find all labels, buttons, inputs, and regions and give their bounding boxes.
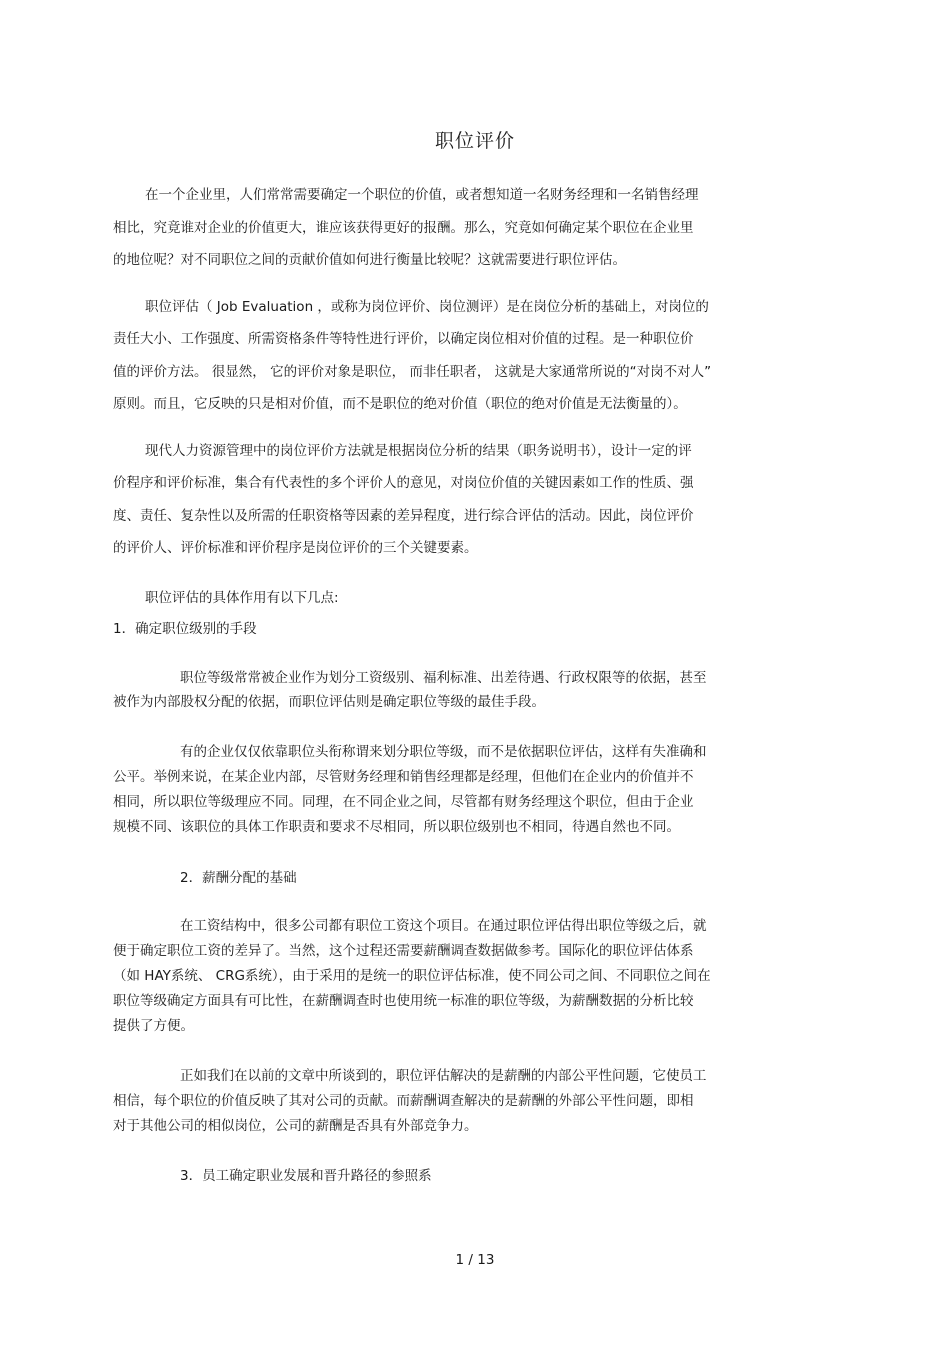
paragraph-line: 在一个企业里，人们常常需要确定一个职位的价值，或者想知道一名财务经理和一名销售经理 (145, 187, 699, 203)
paragraph-line: 职位等级确定方面具有可比性，在薪酬调查时也使用统一标准的职位等级，为薪酬数据的分析比较 (113, 993, 694, 1009)
paragraph-line: 责任大小、工作强度、所需资格条件等特性进行评价，以确定岗位相对价值的过程。是一种职位价 (113, 331, 694, 347)
paragraph-line: 职位评估（ Job Evaluation ，或称为岗位评价、岗位测评）是在岗位分析的基础上，对岗位的 (145, 299, 709, 315)
page-number: 1 / 13 (455, 1252, 495, 1268)
paragraph-line: 公平。举例来说，在某企业内部，尽管财务经理和销售经理都是经理，但他们在企业内的价值并不 (113, 769, 694, 785)
paragraph-line: 相同，所以职位等级理应不同。同理，在不同企业之间，尽管都有财务经理这个职位，但由于企业 (113, 794, 694, 810)
paragraph-line: 的地位呢？对不同职位之间的贡献价值如何进行衡量比较呢？这就需要进行职位评估。 (113, 252, 626, 268)
paragraph-line: 对于其他公司的相似岗位，公司的薪酬是否具有外部竞争力。 (113, 1118, 478, 1134)
paragraph-line: 的评价人、评价标准和评价程序是岗位评价的三个关键要素。 (113, 540, 478, 556)
section-heading: 1．确定职位级别的手段 (113, 621, 257, 637)
paragraph-line: 职位评估的具体作用有以下几点: (145, 590, 339, 606)
paragraph-line: 有的企业仅仅依靠职位头衔称谓来划分职位等级，而不是依据职位评估，这样有失准确和 (180, 744, 707, 760)
paragraph-line: 现代人力资源管理中的岗位评价方法就是根据岗位分析的结果（职务说明书），设计一定的评 (145, 443, 692, 459)
paragraph-line: 原则。而且，它反映的只是相对价值，而不是职位的绝对价值（职位的绝对价值是无法衡量的）。 (113, 396, 687, 412)
paragraph-line: 被作为内部股权分配的依据，而职位评估则是确定职位等级的最佳手段。 (113, 694, 545, 710)
paragraph-line: 在工资结构中，很多公司都有职位工资这个项目。在通过职位评估得出职位等级之后，就 (180, 918, 707, 934)
paragraph-line: 正如我们在以前的文章中所谈到的，职位评估解决的是薪酬的内部公平性问题，它使员工 (180, 1068, 707, 1084)
paragraph-line: 职位等级常常被企业作为划分工资级别、福利标准、出差待遇、行政权限等的依据，甚至 (180, 670, 707, 686)
paragraph-line: 规模不同、该职位的具体工作职责和要求不尽相同，所以职位级别也不相同，待遇自然也不同。 (113, 819, 680, 835)
paragraph-line: 便于确定职位工资的差异了。当然，这个过程还需要薪酬调查数据做参考。国际化的职位评估体系 (113, 943, 694, 959)
paragraph-line: 度、责任、复杂性以及所需的任职资格等因素的差异程度，进行综合评估的活动。因此，岗位评价 (113, 508, 694, 524)
paragraph-line: 相信，每个职位的价值反映了其对公司的贡献。而薪酬调查解决的是薪酬的外部公平性问题，即相 (113, 1093, 694, 1109)
paragraph-line: 值的评价方法。 很显然， 它的评价对象是职位， 而非任职者， 这就是大家通常所说的“对岗不对人” (113, 364, 712, 380)
paragraph-line: （如 HAY系统、 CRG系统），由于采用的是统一的职位评估标准，使不同公司之间、不同职位之间在 (113, 968, 711, 984)
paragraph-line: 价程序和评价标准，集合有代表性的多个评价人的意见，对岗位价值的关键因素如工作的性质、强 (113, 475, 694, 491)
paragraph-line: 相比，究竟谁对企业的价值更大，谁应该获得更好的报酬。那么，究竟如何确定某个职位在企业里 (113, 220, 694, 236)
document-title: 职位评价 (434, 130, 515, 152)
section-heading: 3．员工确定职业发展和晋升路径的参照系 (180, 1168, 432, 1184)
paragraph-line: 提供了方便。 (113, 1018, 194, 1034)
section-heading: 2．薪酬分配的基础 (180, 870, 297, 886)
